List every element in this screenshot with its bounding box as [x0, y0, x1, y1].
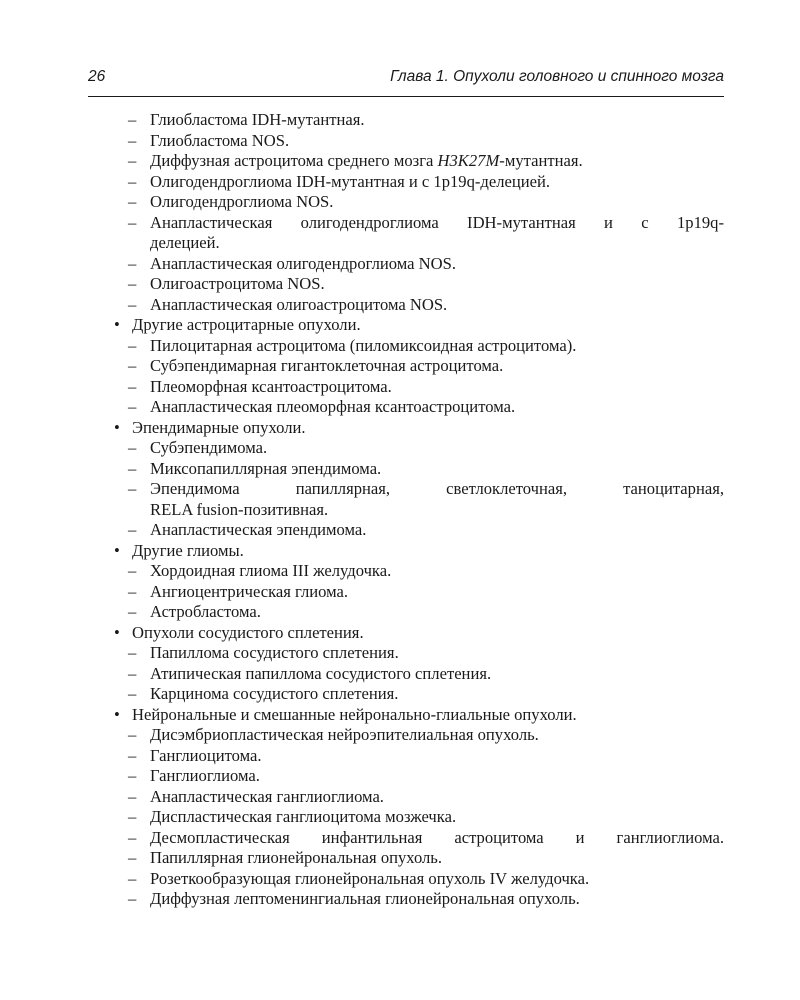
- list-item: [110, 746, 724, 767]
- list-item: [110, 151, 724, 172]
- list-item-text: Олигодендроглиома NOS.: [150, 192, 334, 211]
- group-heading-text: Опухоли сосудистого сплетения.: [132, 622, 364, 642]
- running-head: Глава 1. Опухоли головного и спинного мозга: [390, 68, 724, 85]
- list-item: [110, 848, 724, 869]
- list-item: [110, 664, 724, 685]
- dash-marker: –: [128, 274, 137, 293]
- dash-marker: –: [128, 376, 137, 396]
- dash-marker: –: [128, 745, 137, 765]
- list-item: [110, 725, 724, 746]
- list-item: [110, 459, 724, 480]
- list-item: [110, 582, 724, 603]
- dash-marker: –: [128, 171, 137, 191]
- list-item-text: Анапластическая эпендимома.: [150, 520, 367, 539]
- list-item: [110, 807, 724, 828]
- list-item-text: Субэпендимома.: [150, 438, 268, 457]
- group-heading: [110, 315, 724, 336]
- dash-marker: –: [128, 786, 137, 806]
- bullet-marker: •: [114, 622, 120, 642]
- list-item-text: Хордоидная глиома III желудочка.: [150, 561, 392, 580]
- dash-marker: –: [128, 130, 137, 150]
- list-item-text: Ганглиоглиома.: [150, 766, 260, 785]
- list-item-text: Астробластома.: [150, 602, 261, 621]
- dash-marker: –: [128, 520, 137, 539]
- list-item-text: Диспластическая ганглиоцитома мозжечка.: [150, 807, 457, 826]
- page-number: 26: [88, 68, 106, 85]
- dash-marker: –: [128, 458, 137, 478]
- dash-marker: –: [128, 663, 137, 683]
- list-item: [110, 172, 724, 193]
- group-heading: [110, 418, 724, 439]
- list-item-line: делецией.: [150, 233, 220, 252]
- group-heading: [110, 705, 724, 726]
- list-item-text-end: -мутантная.: [499, 151, 583, 170]
- list-item: [110, 684, 724, 705]
- group-heading: [110, 541, 724, 562]
- list-item: [110, 828, 724, 849]
- list-item: [110, 356, 724, 377]
- list-item: [110, 336, 724, 357]
- list-item-text: Анапластическая плеоморфная ксантоастроцитома.: [150, 397, 516, 416]
- list-item: [110, 397, 724, 418]
- dash-marker: –: [128, 151, 137, 170]
- bullet-marker: •: [114, 540, 120, 560]
- dash-marker: –: [128, 827, 137, 847]
- list-item-text: Дисэмбриопластическая нейроэпителиальная опухоль.: [150, 725, 539, 744]
- list-item: [110, 254, 724, 275]
- header-rule: [88, 96, 724, 97]
- list-item-text: Розеткообразующая глионейрональная опухоль IV желудочка.: [150, 868, 590, 888]
- dash-marker: –: [128, 889, 137, 908]
- list-item: [110, 213, 724, 254]
- list-item: [110, 110, 724, 131]
- dash-marker: –: [128, 848, 137, 867]
- dash-marker: –: [128, 479, 137, 498]
- list-item-text: Ангиоцентрическая глиома.: [150, 581, 349, 601]
- list-item-text: [150, 151, 724, 172]
- dash-marker: –: [128, 335, 137, 355]
- list-item-text: Анапластическая ганглиоглиома.: [150, 786, 384, 806]
- list-item-line: Эпендимома папиллярная, светлоклеточная, таноцитарная,: [150, 479, 724, 498]
- dash-marker: –: [128, 684, 137, 703]
- list-item-text: Папиллярная глионейрональная опухоль.: [150, 848, 443, 867]
- list-item-text: Глиобластома IDH-мутантная.: [150, 110, 365, 129]
- dash-marker: –: [128, 807, 137, 826]
- list-item-text: [150, 479, 724, 520]
- list-item: [110, 643, 724, 664]
- group-heading-text: Другие глиомы.: [132, 540, 244, 560]
- dash-marker: –: [128, 356, 137, 375]
- bullet-marker: •: [114, 417, 120, 437]
- list-item-line: RELA fusion-позитивная.: [150, 499, 329, 519]
- list-item: [110, 787, 724, 808]
- dash-marker: –: [128, 581, 137, 601]
- dash-marker: –: [128, 192, 137, 211]
- list-item: [110, 520, 724, 541]
- list-item: [110, 377, 724, 398]
- list-item-text: Диффузная лептоменингиальная глионейрональная опухоль.: [150, 889, 580, 908]
- list-item: [110, 274, 724, 295]
- list-item: [110, 561, 724, 582]
- dash-marker: –: [128, 766, 137, 785]
- group-heading-text: Другие астроцитарные опухоли.: [132, 315, 361, 334]
- list-item: [110, 766, 724, 787]
- list-item-text: Папиллома сосудистого сплетения.: [150, 643, 399, 662]
- list-item-text: Олигоастроцитома NOS.: [150, 274, 325, 293]
- list-item-text: Олигодендроглиома IDH-мутантная и с 1p19q-делецией.: [150, 171, 551, 191]
- dash-marker: –: [128, 561, 137, 580]
- list-item-text: [150, 213, 724, 254]
- list-item-text: Ганглиоцитома.: [150, 745, 262, 765]
- list-item: [110, 131, 724, 152]
- bullet-marker: •: [114, 315, 120, 334]
- dash-marker: –: [128, 643, 137, 662]
- dash-marker: –: [128, 602, 137, 621]
- group-heading-text: Нейрональные и смешанные нейронально-глиальные опухоли.: [132, 704, 577, 724]
- list-item: [110, 479, 724, 520]
- dash-marker: –: [128, 253, 137, 273]
- list-item: [110, 295, 724, 316]
- list-item-text: Пилоцитарная астроцитома (пиломиксоидная астроцитома).: [150, 335, 577, 355]
- list-item-text: Анапластическая олигодендроглиома NOS.: [150, 253, 457, 273]
- bullet-marker: •: [114, 704, 120, 724]
- list-item: [110, 438, 724, 459]
- tumor-classification-list: [110, 110, 724, 910]
- list-item: [110, 889, 724, 910]
- list-item-text: Атипическая папиллома сосудистого сплетения.: [150, 663, 492, 683]
- group-heading-text: Эпендимарные опухоли.: [132, 417, 306, 437]
- list-item-text: Десмопластическая инфантильная астроцитома и ганглиоглиома.: [150, 827, 724, 847]
- list-item-text-start: Диффузная астроцитома среднего мозга: [150, 151, 438, 170]
- list-item-text: Глиобластома NOS.: [150, 130, 290, 150]
- list-item: [110, 192, 724, 213]
- dash-marker: –: [128, 725, 137, 744]
- dash-marker: –: [128, 397, 137, 416]
- list-item-text: Субэпендимарная гигантоклеточная астроцитома.: [150, 356, 504, 375]
- dash-marker: –: [128, 438, 137, 457]
- group-heading: [110, 623, 724, 644]
- dash-marker: –: [128, 110, 137, 129]
- dash-marker: –: [128, 868, 137, 888]
- list-item-text: Миксопапиллярная эпендимома.: [150, 458, 382, 478]
- list-item-text: Плеоморфная ксантоастроцитома.: [150, 376, 392, 396]
- dash-marker: –: [128, 294, 137, 314]
- list-item-text: Анапластическая олигоастроцитома NOS.: [150, 294, 448, 314]
- list-item: [110, 602, 724, 623]
- list-item-text: Карцинома сосудистого сплетения.: [150, 684, 399, 703]
- dash-marker: –: [128, 212, 137, 232]
- page-header: [88, 68, 724, 90]
- list-item-line: Анапластическая олигодендроглиома IDH-мутантная и с 1p19q-: [150, 212, 724, 232]
- gene-mutation-italic: H3K27M: [437, 151, 500, 170]
- list-item: [110, 869, 724, 890]
